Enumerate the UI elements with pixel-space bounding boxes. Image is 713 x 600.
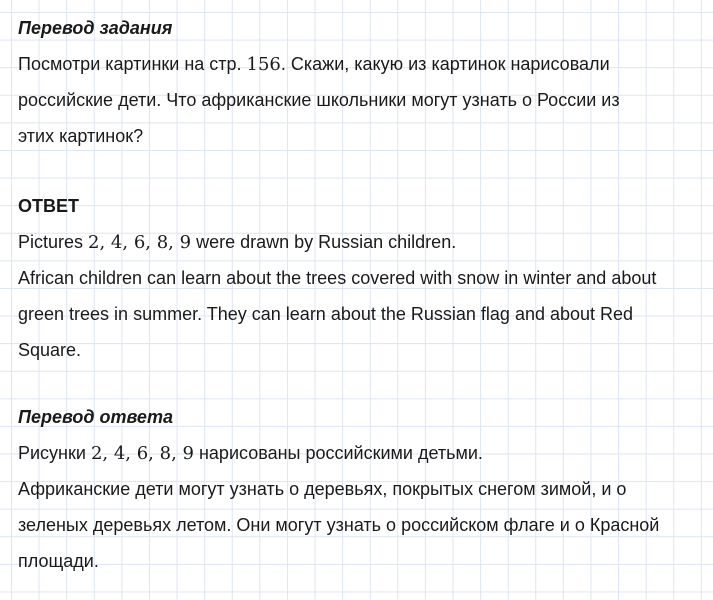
text-line	[18, 224, 656, 260]
translation-heading: Перевод ответа	[18, 407, 173, 427]
text: were drawn by Russian children.	[191, 232, 457, 252]
text-line: российские дети. Что африканские школьники могут узнать о России из	[18, 90, 620, 110]
task-section	[18, 10, 620, 154]
translation-section	[18, 399, 659, 579]
text: Pictures	[18, 232, 89, 252]
answer-heading: ОТВЕТ	[18, 196, 79, 216]
text: Посмотри картинки на стр.	[18, 54, 247, 74]
page-number: 156	[246, 54, 281, 75]
text-line: зеленых деревьях летом. Они могут узнать о российском флаге и о Красной	[18, 515, 660, 535]
task-heading: Перевод задания	[18, 18, 173, 38]
text-line: African children can learn about the trees covered with snow in winter and about	[18, 268, 657, 288]
picture-numbers: 2, 4, 6, 8, 9	[90, 443, 194, 464]
text-line: Африканские дети могут узнать о деревьях, покрытых снегом зимой, и о	[18, 479, 627, 499]
text: . Скажи, какую из картинок нарисовали	[280, 54, 610, 74]
text-line: площади.	[18, 551, 99, 571]
picture-numbers: 2, 4, 6, 8, 9	[88, 232, 192, 253]
text: нарисованы российскими детьми.	[193, 443, 483, 463]
text-line: этих картинок?	[18, 126, 144, 146]
text-line	[18, 435, 659, 471]
text-line: green trees in summer. They can learn about the Russian flag and about Red	[18, 304, 634, 324]
text: Рисунки	[18, 443, 91, 463]
text-line	[18, 46, 620, 82]
answer-section	[18, 188, 656, 368]
text-line: Square.	[18, 340, 82, 360]
